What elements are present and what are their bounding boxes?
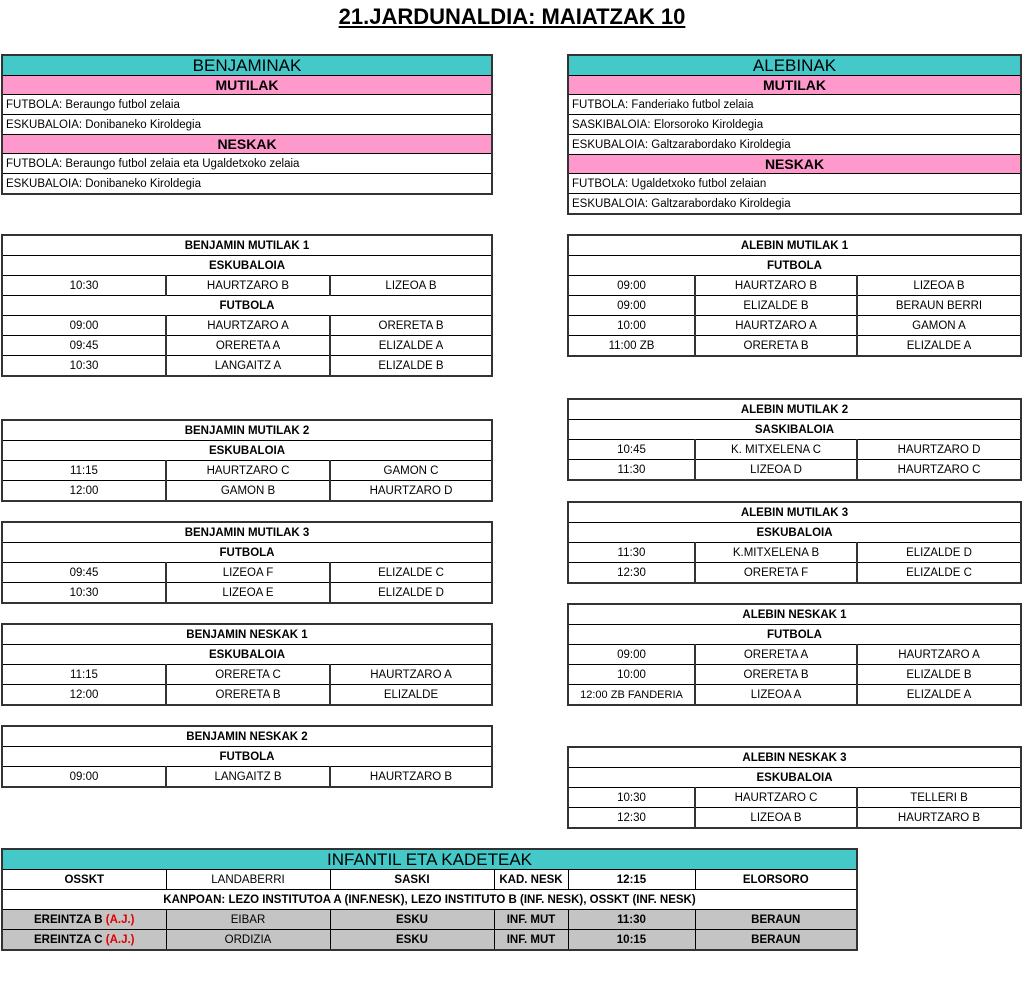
infantil-header: INFANTIL ETA KADETEAK — [2, 849, 857, 870]
match-away: ELIZALDE C — [857, 563, 1021, 584]
match-row — [2, 930, 857, 951]
match-row — [568, 788, 1021, 808]
venue-line: FUTBOLA: Beraungo futbol zelaia eta Ugaldetxoko zelaia — [2, 154, 492, 174]
match-away: GAMON A — [857, 316, 1021, 336]
match-home: ORERETA B — [695, 336, 857, 357]
match-home: ORERETA A — [695, 645, 857, 665]
match-time: 09:00 — [568, 276, 695, 296]
group-title: ALEBIN MUTILAK 1 — [568, 235, 1021, 256]
venue-line: ESKUBALOIA: Galtzarabordako Kiroldegia — [568, 135, 1021, 155]
rival-cell: LANDABERRI — [166, 870, 330, 890]
match-home: HAURTZARO C — [166, 461, 330, 481]
match-home: LIZEOA B — [695, 808, 857, 829]
match-away: HAURTZARO D — [857, 440, 1021, 460]
match-row — [568, 808, 1021, 829]
match-time: 12:30 — [568, 563, 695, 584]
venue-line: ESKUBALOIA: Galtzarabordako Kiroldegia — [568, 194, 1021, 215]
match-row — [2, 767, 492, 788]
match-home: LIZEOA D — [695, 460, 857, 481]
sport-label: ESKUBALOIA — [2, 441, 492, 461]
benjamin-mutilak-2-table — [1, 419, 493, 502]
match-away: HAURTZARO A — [857, 645, 1021, 665]
match-away: TELLERI B — [857, 788, 1021, 808]
match-home: LIZEOA A — [695, 685, 857, 706]
match-row — [568, 460, 1021, 481]
sport-label: ESKUBALOIA — [568, 768, 1021, 788]
match-row — [2, 461, 492, 481]
match-home: HAURTZARO B — [166, 276, 330, 296]
alebinak-neskak-label: NESKAK — [568, 155, 1021, 174]
group-title: ALEBIN NESKAK 3 — [568, 747, 1021, 768]
match-row — [568, 645, 1021, 665]
match-time: 10:30 — [2, 276, 166, 296]
match-row — [2, 481, 492, 502]
match-home: LANGAITZ A — [166, 356, 330, 377]
match-home: ORERETA F — [695, 563, 857, 584]
alebin-neskak-3-table — [567, 746, 1022, 829]
match-away: ELIZALDE A — [857, 336, 1021, 357]
match-home: LIZEOA F — [166, 563, 330, 583]
match-time: 11:15 — [2, 461, 166, 481]
match-time: 10:00 — [568, 316, 695, 336]
category-cell: INF. MUT — [494, 910, 568, 930]
match-away: LIZEOA B — [330, 276, 492, 296]
group-title: ALEBIN MUTILAK 2 — [568, 399, 1021, 420]
sport-label: ESKUBALOIA — [2, 256, 492, 276]
alebin-mutilak-1-table — [567, 234, 1022, 357]
rival-cell: ORDIZIA — [166, 930, 330, 951]
match-away: GAMON C — [330, 461, 492, 481]
match-time: 09:45 — [2, 563, 166, 583]
match-time: 11:30 — [568, 460, 695, 481]
match-away: HAURTZARO B — [330, 767, 492, 788]
group-title: BENJAMIN NESKAK 2 — [2, 726, 492, 747]
group-title: ALEBIN MUTILAK 3 — [568, 502, 1021, 523]
match-away: ELIZALDE B — [330, 356, 492, 377]
match-away: LIZEOA B — [857, 276, 1021, 296]
match-away: ELIZALDE D — [857, 543, 1021, 563]
venue-line: ESKUBALOIA: Donibaneko Kiroldegia — [2, 115, 492, 135]
match-time: 12:00 — [2, 685, 166, 706]
match-time: 09:00 — [2, 767, 166, 788]
sport-label: ESKUBALOIA — [568, 523, 1021, 543]
match-away: ELIZALDE B — [857, 665, 1021, 685]
match-time: 11:00 ZB — [568, 336, 695, 357]
sport-label: FUTBOLA — [2, 296, 492, 316]
alebinak-info-table — [567, 54, 1022, 215]
match-time: 09:45 — [2, 336, 166, 356]
match-row — [2, 685, 492, 706]
benjaminak-neskak-label: NESKAK — [2, 135, 492, 154]
match-away: ELIZALDE A — [330, 336, 492, 356]
match-time: 12:00 — [2, 481, 166, 502]
match-home: GAMON B — [166, 481, 330, 502]
time-cell: 10:15 — [568, 930, 695, 951]
benjamin-mutilak-3-table — [1, 521, 493, 604]
match-home: K. MITXELENA C — [695, 440, 857, 460]
match-row — [2, 316, 492, 336]
match-home: ORERETA B — [695, 665, 857, 685]
match-home: K.MITXELENA B — [695, 543, 857, 563]
kanpoan-note: KANPOAN: LEZO INSTITUTOA A (INF.NESK), LEZO INSTITUTO B (INF. NESK), OSSKT (INF. NESK) — [2, 890, 857, 910]
rival-cell: EIBAR — [166, 910, 330, 930]
category-cell: KAD. NESK — [494, 870, 568, 890]
sport-label: SASKIBALOIA — [568, 420, 1021, 440]
benjaminak-header: BENJAMINAK — [2, 55, 492, 76]
venue-line: FUTBOLA: Beraungo futbol zelaia — [2, 95, 492, 115]
match-away: ELIZALDE A — [857, 685, 1021, 706]
match-row — [2, 583, 492, 604]
match-time: 10:00 — [568, 665, 695, 685]
match-row — [2, 910, 857, 930]
alebinak-mutilak-label: MUTILAK — [568, 76, 1021, 95]
sport-label: FUTBOLA — [2, 543, 492, 563]
match-time: 11:30 — [568, 543, 695, 563]
place-cell: ELORSORO — [695, 870, 857, 890]
match-away: ELIZALDE — [330, 685, 492, 706]
match-time: 11:15 — [2, 665, 166, 685]
match-time: 10:30 — [2, 356, 166, 377]
match-time: 12:00 ZB FANDERIA — [568, 685, 695, 706]
time-cell: 12:15 — [568, 870, 695, 890]
match-away: HAURTZARO C — [857, 460, 1021, 481]
match-row — [2, 336, 492, 356]
alebin-mutilak-3-table — [567, 501, 1022, 584]
match-away: HAURTZARO B — [857, 808, 1021, 829]
group-title: BENJAMIN MUTILAK 3 — [2, 522, 492, 543]
match-away: ORERETA B — [330, 316, 492, 336]
match-home: LANGAITZ B — [166, 767, 330, 788]
aj-tag: (A.J.) — [105, 913, 135, 926]
place-cell: BERAUN — [695, 910, 857, 930]
match-away: ELIZALDE C — [330, 563, 492, 583]
benjamin-neskak-2-table — [1, 725, 493, 788]
match-home: HAURTZARO B — [695, 276, 857, 296]
match-home: HAURTZARO A — [695, 316, 857, 336]
alebin-neskak-1-table — [567, 603, 1022, 706]
match-time: 09:00 — [568, 296, 695, 316]
benjamin-neskak-1-table — [1, 623, 493, 706]
group-title: BENJAMIN NESKAK 1 — [2, 624, 492, 645]
page-title: 21.JARDUNALDIA: MAIATZAK 10 — [338, 4, 686, 29]
sport-cell: SASKI — [330, 870, 494, 890]
sport-label: ESKUBALOIA — [2, 645, 492, 665]
match-row — [2, 356, 492, 377]
match-home: ORERETA A — [166, 336, 330, 356]
group-title: BENJAMIN MUTILAK 2 — [2, 420, 492, 441]
match-row — [568, 543, 1021, 563]
match-home: LIZEOA E — [166, 583, 330, 604]
sport-label: FUTBOLA — [568, 256, 1021, 276]
place-cell: BERAUN — [695, 930, 857, 951]
team-cell — [2, 910, 166, 930]
alebin-mutilak-2-table — [567, 398, 1022, 481]
match-home: ORERETA C — [166, 665, 330, 685]
match-row — [568, 276, 1021, 296]
match-row — [568, 563, 1021, 584]
match-home: HAURTZARO A — [166, 316, 330, 336]
team-cell — [2, 930, 166, 951]
match-time: 10:45 — [568, 440, 695, 460]
match-row — [2, 665, 492, 685]
match-time: 10:30 — [2, 583, 166, 604]
match-time: 10:30 — [568, 788, 695, 808]
match-home: ORERETA B — [166, 685, 330, 706]
match-row — [568, 665, 1021, 685]
match-time: 09:00 — [568, 645, 695, 665]
match-away: BERAUN BERRI — [857, 296, 1021, 316]
match-row — [568, 685, 1021, 706]
sport-cell: ESKU — [330, 930, 494, 951]
match-row — [568, 440, 1021, 460]
team-cell: OSSKT — [2, 870, 166, 890]
benjamin-mutilak-1-table — [1, 234, 493, 377]
match-away: HAURTZARO D — [330, 481, 492, 502]
venue-line: ESKUBALOIA: Donibaneko Kiroldegia — [2, 174, 492, 195]
match-row — [568, 336, 1021, 357]
match-time: 09:00 — [2, 316, 166, 336]
group-title: BENJAMIN MUTILAK 1 — [2, 235, 492, 256]
alebinak-header: ALEBINAK — [568, 55, 1021, 76]
team-name: EREINTZA B — [33, 913, 106, 926]
benjaminak-info-table — [1, 54, 493, 195]
benjaminak-mutilak-label: MUTILAK — [2, 76, 492, 95]
match-time: 12:30 — [568, 808, 695, 829]
category-cell: INF. MUT — [494, 930, 568, 951]
venue-line: FUTBOLA: Ugaldetxoko futbol zelaian — [568, 174, 1021, 194]
match-row — [2, 870, 857, 890]
sport-cell: ESKU — [330, 910, 494, 930]
team-name: EREINTZA C — [33, 933, 106, 946]
match-home: ELIZALDE B — [695, 296, 857, 316]
match-away: HAURTZARO A — [330, 665, 492, 685]
match-home: HAURTZARO C — [695, 788, 857, 808]
aj-tag: (A.J.) — [105, 933, 135, 946]
sport-label: FUTBOLA — [568, 625, 1021, 645]
match-row — [568, 316, 1021, 336]
group-title: ALEBIN NESKAK 1 — [568, 604, 1021, 625]
match-row — [568, 296, 1021, 316]
venue-line: SASKIBALOIA: Elorsoroko Kiroldegia — [568, 115, 1021, 135]
sport-label: FUTBOLA — [2, 747, 492, 767]
infantil-kadeteak-table — [1, 848, 858, 951]
match-row — [2, 276, 492, 296]
time-cell: 11:30 — [568, 910, 695, 930]
venue-line: FUTBOLA: Fanderiako futbol zelaia — [568, 95, 1021, 115]
match-away: ELIZALDE D — [330, 583, 492, 604]
match-row — [2, 563, 492, 583]
